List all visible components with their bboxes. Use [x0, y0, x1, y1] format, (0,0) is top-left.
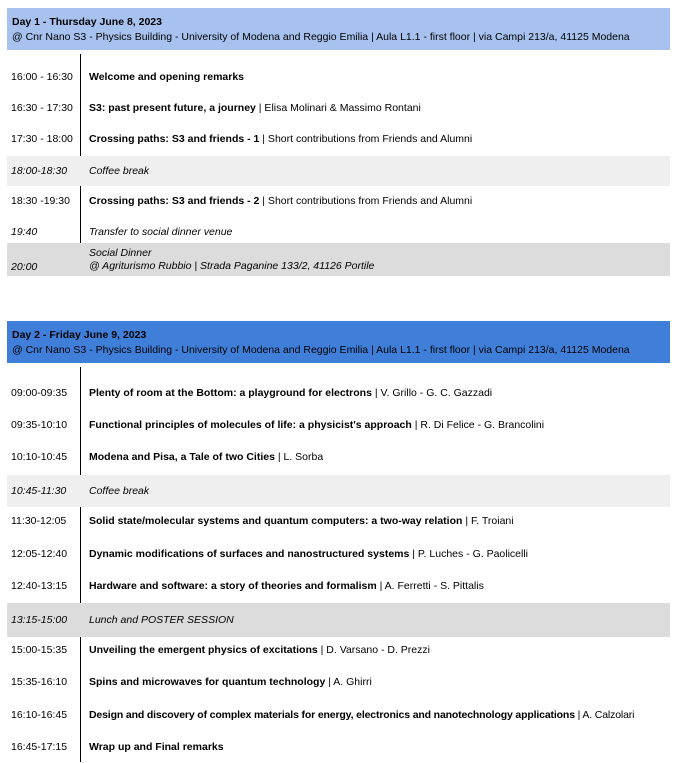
schedule-row — [7, 541, 670, 567]
session-detail: | F. Troiani — [462, 514, 514, 527]
session-title: Unveiling the emergent physics of excitations — [89, 643, 318, 656]
session-time: 12:05-12:40 — [11, 548, 68, 560]
session-time: 10:10-10:45 — [11, 451, 68, 463]
session-detail: | Short contributions from Friends and Alumni — [259, 132, 473, 145]
session-desc — [81, 580, 670, 593]
schedule-row — [7, 380, 670, 406]
session-desc — [81, 387, 670, 400]
session-detail: | V. Grillo - G. C. Gazzadi — [371, 386, 493, 399]
session-title: Hardware and software: a story of theories and formalism — [89, 579, 377, 592]
session-time: 16:10-16:45 — [11, 709, 68, 721]
schedule-row — [7, 444, 670, 470]
session-detail: | L. Sorba — [274, 450, 324, 463]
day1-header — [7, 8, 670, 50]
session-title: S3: past present future, a journey — [89, 101, 256, 114]
session-title: Coffee break — [89, 484, 150, 497]
day2-header — [7, 321, 670, 363]
session-title: Modena and Pisa, a Tale of two Cities — [89, 450, 275, 463]
schedule-row — [7, 637, 670, 663]
session-title: Plenty of room at the Bottom: a playground for electrons — [89, 386, 372, 399]
session-title: Coffee break — [89, 164, 150, 177]
session-title: Welcome and opening remarks — [89, 70, 245, 83]
session-time: 15:00-15:35 — [11, 644, 68, 656]
day1-location: @ Cnr Nano S3 - Physics Building - University of Modena and Reggio Emilia | Aula L1.1 - first floor | via Campi 213/a, 41125 Modena — [12, 31, 630, 43]
social-dinner-row — [7, 243, 670, 276]
session-time: 12:40-13:15 — [11, 580, 68, 592]
session-title: Wrap up and Final remarks — [89, 740, 224, 753]
day2-section — [7, 321, 670, 763]
day1-schedule — [7, 50, 670, 276]
session-desc — [81, 247, 670, 273]
session-detail: | A. Ghirri — [325, 675, 372, 688]
schedule-row — [7, 508, 670, 534]
schedule-row — [7, 95, 670, 121]
session-desc — [81, 515, 670, 528]
session-time: 16:45-17:15 — [11, 741, 68, 753]
session-detail: | D. Varsano - D. Prezzi — [317, 643, 430, 656]
schedule-row — [7, 669, 670, 695]
session-title: Solid state/molecular systems and quantum computers: a two-way relation — [89, 514, 463, 527]
schedule-row — [7, 220, 670, 244]
session-title: Transfer to social dinner venue — [89, 225, 233, 238]
schedule-row — [7, 126, 670, 152]
session-desc — [81, 451, 670, 464]
session-desc — [81, 676, 670, 689]
session-title: Crossing paths: S3 and friends - 1 — [89, 132, 260, 145]
session-time: 16:00 - 16:30 — [11, 71, 73, 83]
session-title: Design and discovery of complex materials for energy, electronics and nanotechnology applications — [89, 708, 575, 721]
session-time: 11:30-12:05 — [11, 515, 67, 527]
session-detail: @ Agriturismo Rubbio | Strada Paganine 133/2, 41126 Portile — [89, 259, 375, 272]
schedule-row — [7, 734, 670, 760]
day1-section — [7, 8, 670, 276]
session-title: Spins and microwaves for quantum technology — [89, 675, 326, 688]
session-desc — [81, 614, 670, 627]
session-desc — [81, 709, 670, 722]
session-detail: | A. Ferretti - S. Pittalis — [376, 579, 484, 592]
schedule-row — [7, 573, 670, 599]
session-desc — [81, 71, 670, 84]
session-time: 20:00 — [11, 261, 38, 273]
session-time: 19:40 — [11, 226, 38, 238]
schedule-row — [7, 64, 670, 90]
session-desc — [81, 226, 670, 239]
session-detail: | P. Luches - G. Paolicelli — [409, 547, 529, 560]
schedule-row — [7, 412, 670, 438]
session-title: Crossing paths: S3 and friends - 2 — [89, 194, 260, 207]
session-desc — [81, 419, 670, 432]
coffee-break-row — [7, 475, 670, 507]
session-time: 09:00-09:35 — [11, 387, 68, 399]
session-title: Social Dinner — [89, 246, 152, 259]
session-detail: | R. Di Felice - G. Brancolini — [411, 418, 545, 431]
session-desc — [81, 548, 670, 561]
day2-title: Day 2 - Friday June 9, 2023 — [12, 329, 147, 341]
schedule-row — [7, 188, 670, 214]
session-time: 09:35-10:10 — [11, 419, 68, 431]
session-detail: | Elisa Molinari & Massimo Rontani — [255, 101, 421, 114]
session-desc — [81, 195, 670, 208]
session-title: Lunch and POSTER SESSION — [89, 613, 234, 626]
session-detail: | Short contributions from Friends and Alumni — [259, 194, 473, 207]
day2-schedule — [7, 363, 670, 763]
day1-title: Day 1 - Thursday June 8, 2023 — [12, 16, 162, 28]
day2-location: @ Cnr Nano S3 - Physics Building - University of Modena and Reggio Emilia | Aula L1.1 - first floor | via Campi 213/a, 41125 Modena — [12, 344, 630, 356]
session-time: 18:30 -19:30 — [11, 195, 70, 207]
session-desc — [81, 644, 670, 657]
session-title: Functional principles of molecules of life: a physicist's approach — [89, 418, 412, 431]
session-desc — [81, 102, 670, 115]
session-time: 15:35-16:10 — [11, 676, 68, 688]
session-time: 18:00-18:30 — [11, 165, 68, 177]
session-title: Dynamic modifications of surfaces and nanostructured systems — [89, 547, 410, 560]
coffee-break-row — [7, 156, 670, 186]
session-desc — [81, 165, 670, 178]
session-time: 17:30 - 18:00 — [11, 133, 73, 145]
session-desc — [81, 741, 670, 754]
session-desc — [81, 133, 670, 146]
session-time: 13:15-15:00 — [11, 614, 68, 626]
session-time: 10:45-11:30 — [11, 485, 67, 497]
session-detail: | A. Calzolari — [574, 708, 635, 721]
session-desc — [81, 485, 670, 498]
schedule-row — [7, 702, 670, 728]
lunch-poster-row — [7, 603, 670, 637]
session-time: 16:30 - 17:30 — [11, 102, 73, 114]
